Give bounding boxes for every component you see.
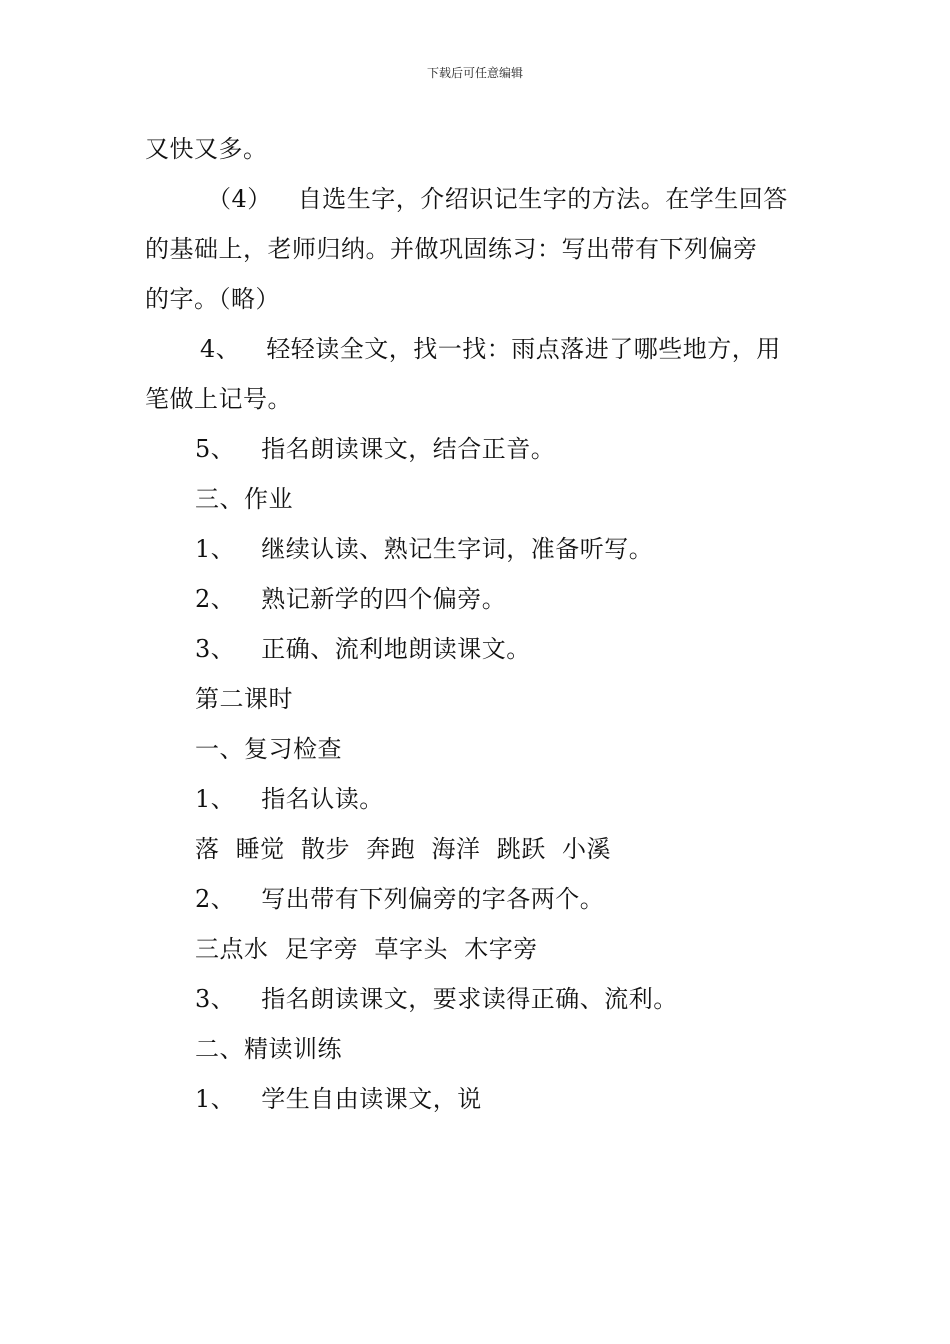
- item-number: 1、: [195, 785, 236, 813]
- text-line: 的字。（略）: [145, 285, 280, 313]
- list-item: 3、 指名朗读课文，要求读得正确、流利。: [145, 974, 810, 1024]
- list-item: （4） 自选生字，介绍识记生字的方法。在学生回答: [145, 174, 810, 224]
- page-header: 下载后可任意编辑: [426, 66, 523, 80]
- section-heading: 二、精读训练: [195, 1035, 342, 1063]
- item-number: 1、: [195, 535, 236, 563]
- item-number: 1、: [195, 1085, 236, 1113]
- list-item: 5、 指名朗读课文，结合正音。: [145, 424, 810, 474]
- text-line: 的基础上，老师归纳。并做巩固练习：写出带有下列偏旁: [145, 235, 758, 263]
- text-line: 笔做上记号。: [145, 385, 292, 413]
- radical-list: 三点水 足字旁 草字头 木字旁: [195, 935, 538, 963]
- section-heading: 一、复习检查: [195, 735, 342, 763]
- list-item: 3、 正确、流利地朗读课文。: [145, 624, 810, 674]
- text-line: 又快又多。: [145, 135, 268, 163]
- item-number: 4、: [200, 335, 241, 363]
- list-item: 1、 继续认读、熟记生字词，准备听写。: [145, 524, 810, 574]
- item-number: 2、: [195, 585, 236, 613]
- item-number: 3、: [195, 985, 236, 1013]
- section-heading: 第二课时: [195, 685, 293, 713]
- item-number: 3、: [195, 635, 236, 663]
- item-number: 2、: [195, 885, 236, 913]
- list-item: 4、 轻轻读全文，找一找：雨点落进了哪些地方，用: [145, 324, 810, 374]
- item-number: 5、: [195, 435, 236, 463]
- list-item: 1、 学生自由读课文，说: [145, 1074, 810, 1124]
- section-heading: 三、作业: [195, 485, 293, 513]
- list-item: 2、 写出带有下列偏旁的字各两个。: [145, 874, 810, 924]
- item-number: （4）: [207, 185, 272, 213]
- list-item: 1、 指名认读。: [145, 774, 810, 824]
- list-item: 2、 熟记新学的四个偏旁。: [145, 574, 810, 624]
- word-list: 落 睡觉 散步 奔跑 海洋 跳跃 小溪: [195, 835, 612, 863]
- document-body: [145, 124, 810, 1124]
